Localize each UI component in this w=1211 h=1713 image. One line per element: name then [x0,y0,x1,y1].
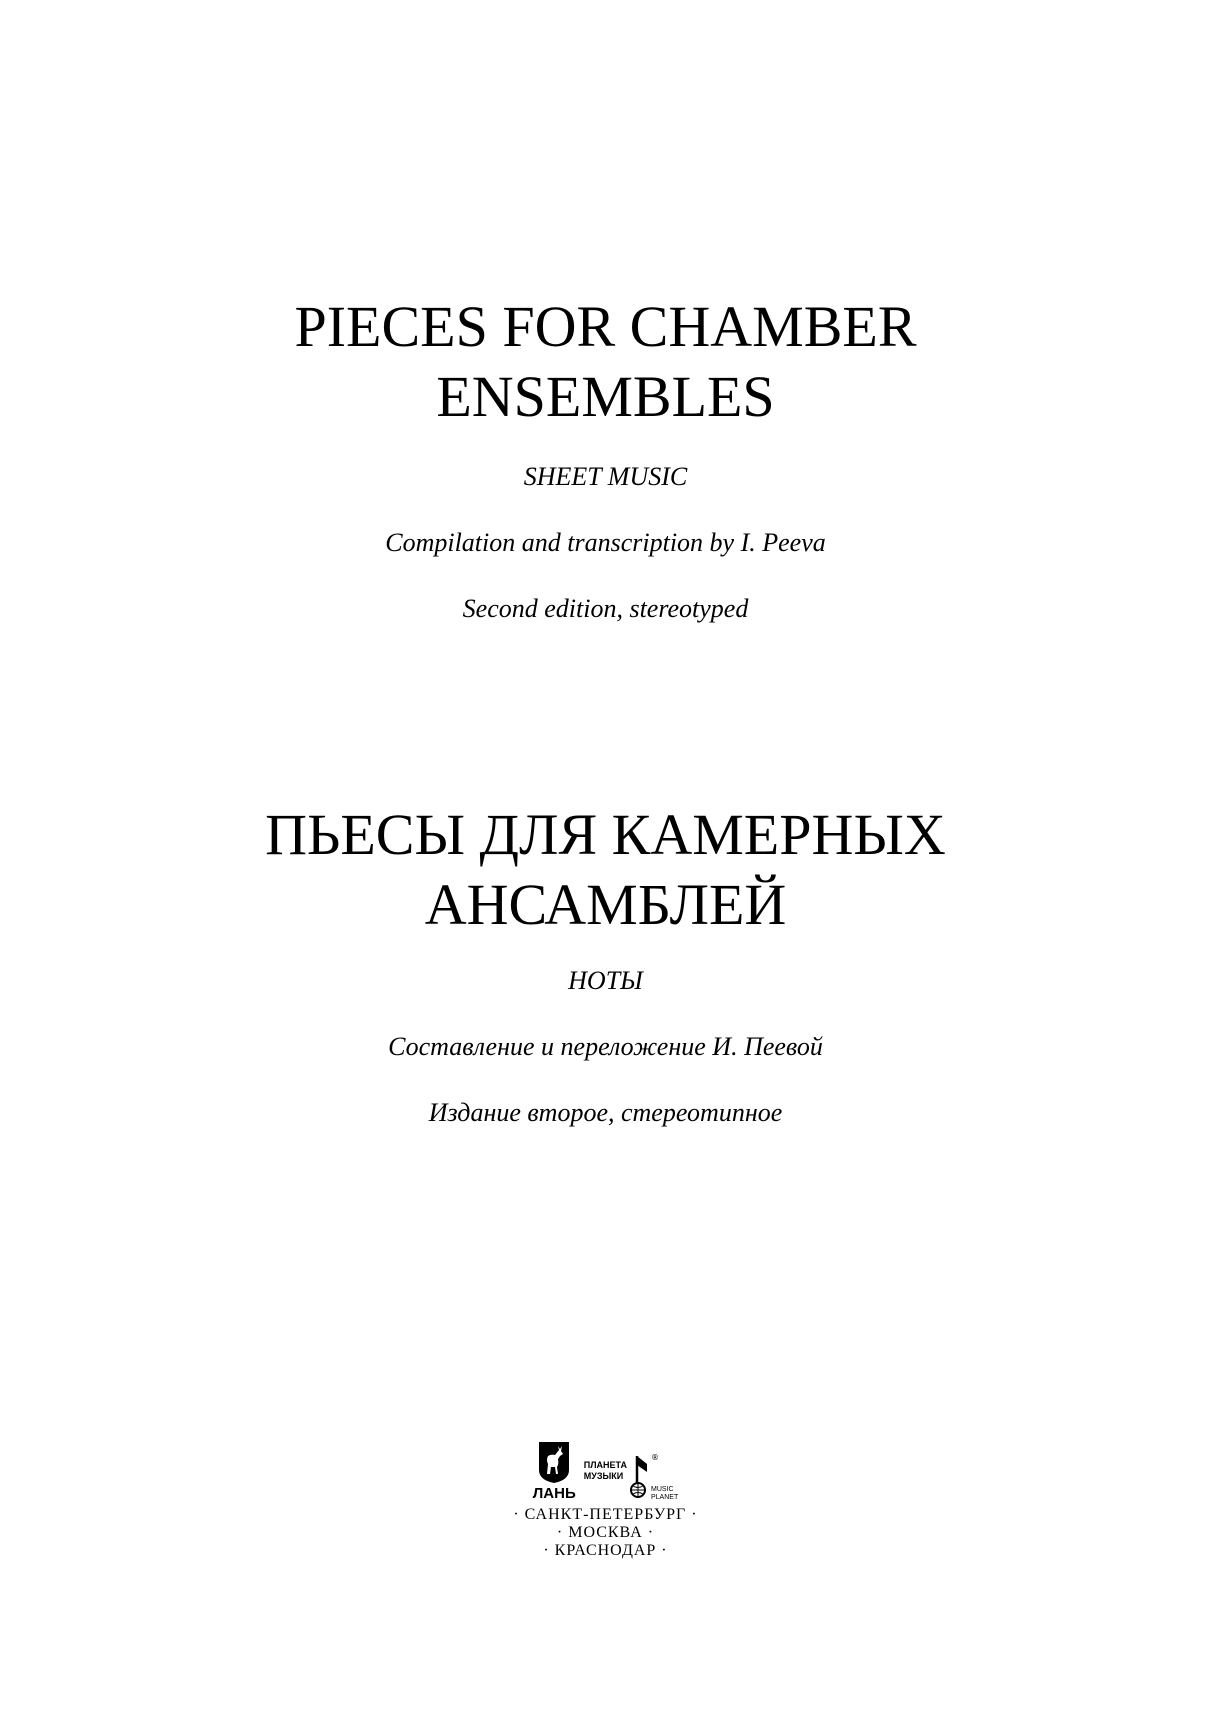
registered-mark: ® [650,1453,659,1462]
english-kind-text: SHEET MUSIC [523,462,688,491]
english-compiler [0,528,1211,558]
city-moscow: · МОСКВА · [556,1524,655,1541]
english-compiler-text: Compilation and transcription by I. Peeva [385,528,826,557]
russian-kind-text: НОТЫ [568,966,643,995]
english-edition-text: Second edition, stereotyped [462,594,749,623]
publisher-logos [533,1440,678,1502]
publisher-block [0,1440,1211,1560]
lan-logo-text: ЛАНЬ [532,1485,576,1502]
lan-logo [533,1440,576,1502]
russian-title-line-2: АНСАМБЛЕЙ [424,872,787,937]
russian-title-line-1: ПЬЕСЫ ДЛЯ КАМЕРНЫХ [265,802,946,867]
music-planet-en-line-1: MUSIC [650,1486,674,1493]
english-title-line-1: PIECES FOR CHAMBER [294,294,917,359]
russian-edition-text: Издание второе, стереотипное [428,1098,783,1127]
english-kind [0,462,1211,492]
russian-compiler-text: Составление и переложение И. Пеевой [388,1032,823,1061]
english-title [0,292,1211,432]
music-planet-logo [584,1452,678,1502]
doe-icon [537,1440,571,1484]
english-edition [0,594,1211,624]
publisher-cities [0,1506,1211,1560]
russian-title [0,800,1211,940]
music-planet-ru-line-1: ПЛАНЕТА [583,1460,627,1470]
russian-kind [0,966,1211,996]
music-planet-ru-text [584,1452,627,1482]
russian-edition [0,1098,1211,1128]
russian-compiler [0,1032,1211,1062]
english-title-line-2: ENSEMBLES [436,364,775,429]
city-saint-petersburg: · САНКТ-ПЕТЕРБУРГ · [513,1506,698,1523]
music-planet-ru-line-2: МУЗЫКИ [583,1471,624,1481]
city-krasnodar: · КРАСНОДАР · [543,1542,668,1559]
music-planet-en-line-2: PLANET [650,1494,679,1501]
music-planet-en-text [651,1486,678,1502]
